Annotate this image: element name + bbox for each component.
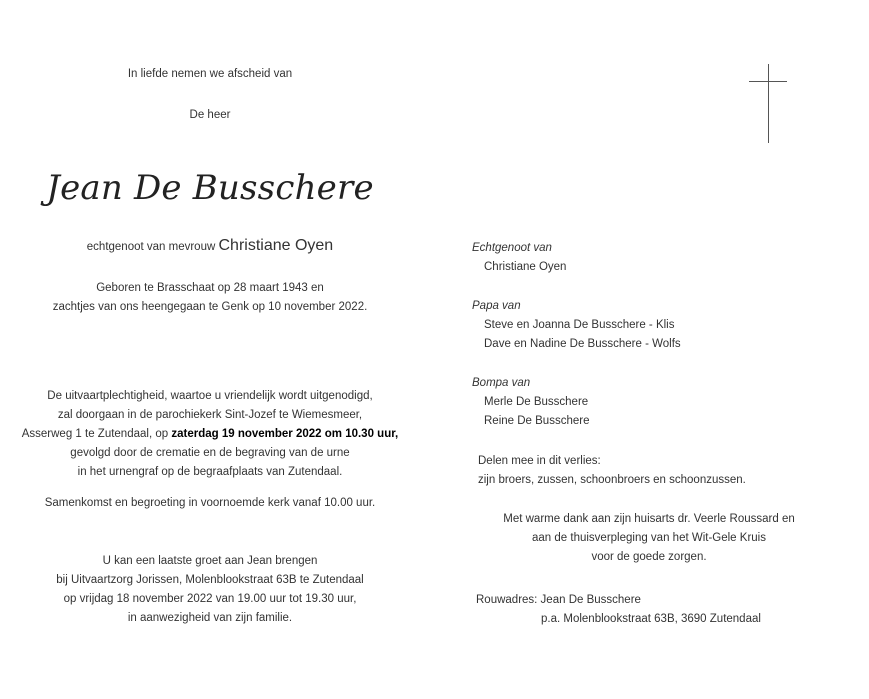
address-block — [476, 591, 856, 629]
ceremony-block — [0, 387, 420, 482]
spouse-name: Christiane Oyen — [218, 237, 334, 254]
family-grandchildren-block — [472, 374, 832, 431]
address-line-2: p.a. Molenblookstraat 63B, 3690 Zutendaal — [541, 613, 761, 625]
farewell-line-3: op vrijdag 18 november 2022 van 19.00 uur tot 19.30 uur, — [63, 593, 357, 605]
ceremony-date-time: zaterdag 19 november 2022 om 10.30 uur, — [171, 428, 399, 440]
thanks-line-2: aan de thuisverpleging van het Wit-Gele Kruis — [532, 532, 766, 544]
ceremony-line-2: zal doorgaan in de parochiekerk Sint-Jozef te Wiemesmeer, — [57, 409, 363, 421]
intro-text: In liefde nemen we afscheid van — [127, 68, 293, 80]
thanks-line-3: voor de goede zorgen. — [591, 551, 707, 563]
shared-grief-block — [478, 452, 858, 490]
family-spouse-block — [472, 239, 832, 277]
bompa-heading: Bompa van — [472, 377, 531, 389]
death-line: zachtjes van ons heengegaan te Genk op 10 november 2022. — [52, 301, 368, 313]
farewell-line-4: in aanwezigheid van zijn familie. — [127, 612, 293, 624]
birth-line: Geboren te Brasschaat op 28 maart 1943 en — [96, 282, 324, 294]
deceased-name: Jean De Busschere — [46, 168, 374, 208]
child-item: Steve en Joanna De Busschere - Klis — [484, 319, 675, 331]
spouse-prefix: echtgenoot van mevrouw — [86, 241, 216, 253]
family-spouse-name: Christiane Oyen — [484, 261, 567, 273]
spouse-line — [20, 236, 400, 257]
salutation: De heer — [189, 109, 231, 121]
thanks-block — [469, 510, 829, 567]
shared-grief-line-1: Delen mee in dit verlies: — [478, 455, 601, 467]
grandchild-item: Merle De Busschere — [484, 396, 589, 408]
address-line-1: Rouwadres: Jean De Busschere — [476, 594, 641, 606]
ceremony-line-3-prefix: Asserweg 1 te Zutendaal, op — [21, 428, 169, 440]
gathering-text: Samenkomst en begroeting in voornoemde kerk vanaf 10.00 uur. — [44, 497, 376, 509]
family-children-block — [472, 297, 832, 354]
shared-grief-line-2: zijn broers, zussen, schoonbroers en schoonzussen. — [478, 474, 746, 486]
ceremony-line-5: in het urnengraf op de begraafplaats van Zutendaal. — [77, 466, 343, 478]
thanks-line-1: Met warme dank aan zijn huisarts dr. Veerle Roussard en — [503, 513, 795, 525]
farewell-block — [0, 552, 420, 628]
ceremony-line-3 — [0, 425, 420, 444]
papa-heading: Papa van — [472, 300, 521, 312]
birth-death-block — [10, 279, 410, 317]
farewell-line-2: bij Uitvaartzorg Jorissen, Molenblookstraat 63B te Zutendaal — [56, 574, 364, 586]
farewell-line-1: U kan een laatste groet aan Jean brengen — [102, 555, 318, 567]
spouse-heading: Echtgenoot van — [472, 242, 552, 254]
grandchild-item: Reine De Busschere — [484, 415, 590, 427]
ceremony-line-4: gevolgd door de crematie en de begraving van de urne — [70, 447, 350, 459]
child-item: Dave en Nadine De Busschere - Wolfs — [484, 338, 681, 350]
ceremony-line-1: De uitvaartplechtigheid, waartoe u vriendelijk wordt uitgenodigd, — [47, 390, 373, 402]
